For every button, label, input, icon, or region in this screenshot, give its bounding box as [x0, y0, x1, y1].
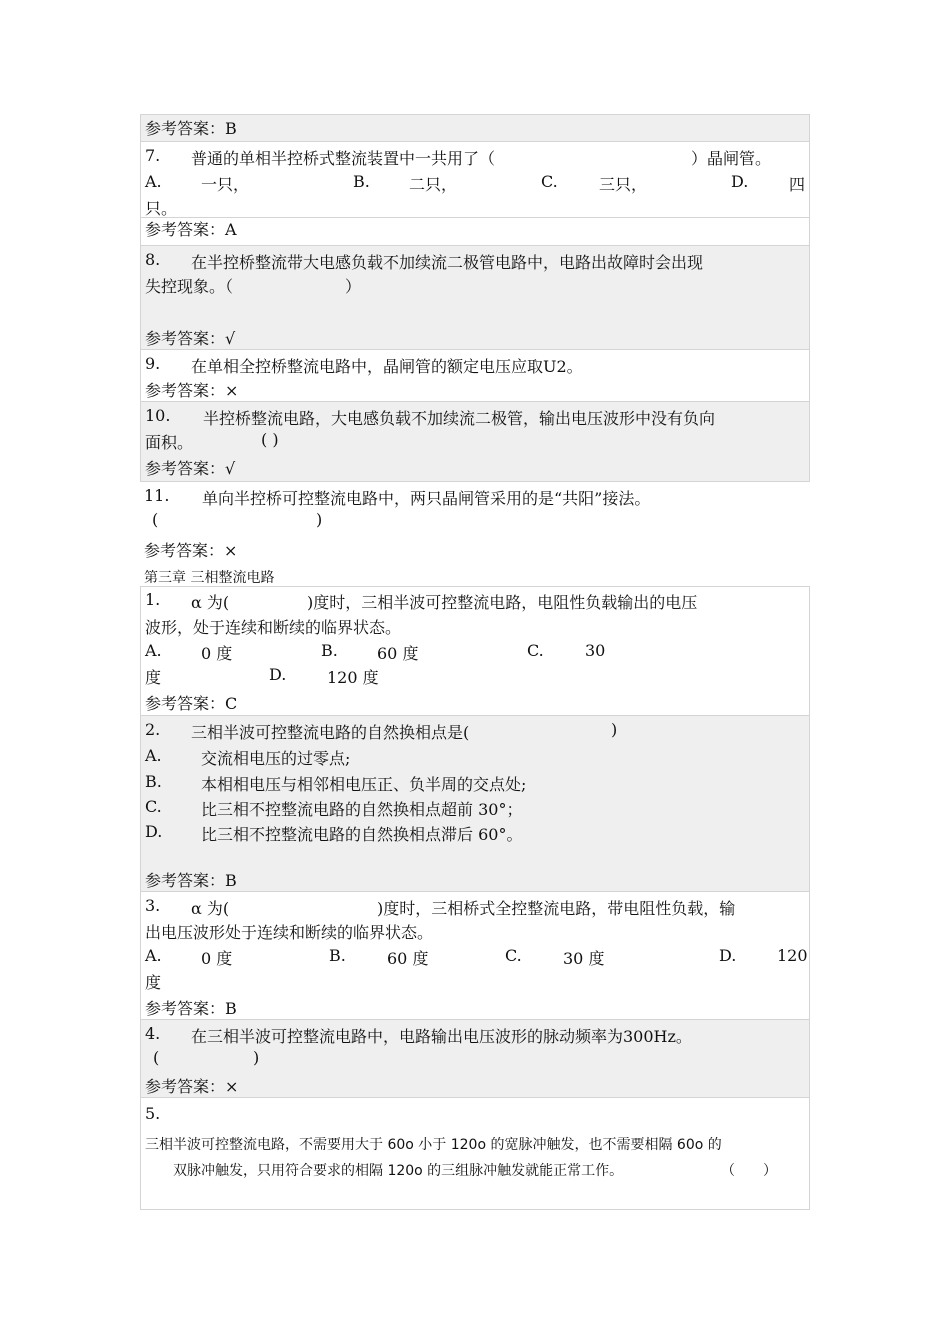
- option-d-text: 四: [789, 175, 806, 194]
- answer-blank-open: (: [153, 1048, 160, 1067]
- question-text: 在三相半波可控整流电路中，电路输出电压波形的脉动频率为300Hz。: [191, 1027, 692, 1046]
- option-a-text: 0 度: [201, 644, 233, 663]
- option-b-text: 本相相电压与相邻相电压正、负半周的交点处;: [201, 775, 527, 794]
- option-a-label: A.: [145, 746, 162, 765]
- question-8: [140, 246, 810, 350]
- option-c-text: 30: [585, 641, 606, 660]
- option-d-label: D.: [731, 172, 749, 191]
- chapter3-question-2: [140, 716, 810, 892]
- option-c-text: 比三相不控整流电路的自然换相点超前 30°；: [201, 800, 523, 819]
- question-text-b: )度时，三相半波可控整流电路，电阻性负载输出的电压: [307, 593, 698, 612]
- option-d-continued: 只。: [145, 199, 178, 218]
- document-page: [140, 114, 810, 1210]
- question-11: [140, 482, 810, 564]
- option-a-text: 交流相电压的过零点;: [201, 749, 351, 768]
- answer-blank-close: ）: [345, 277, 362, 296]
- answer-7: [140, 218, 810, 246]
- option-a-text: 0 度: [201, 949, 233, 968]
- question-number: 7.: [145, 146, 161, 165]
- option-b-label: B.: [145, 772, 162, 791]
- chapter3-question-5: [140, 1098, 810, 1210]
- option-b-label: B.: [321, 641, 338, 660]
- question-text: 半控桥整流电路，大电感负载不加续流二极管，输出电压波形中没有负向: [203, 409, 716, 428]
- option-a-label: A.: [145, 172, 162, 191]
- question-number: 8.: [145, 250, 161, 269]
- option-d-label: D.: [719, 946, 737, 965]
- question-9: [140, 350, 810, 402]
- option-b-label: B.: [353, 172, 370, 191]
- question-number: 2.: [145, 720, 161, 739]
- answer-blank-close: ): [611, 720, 618, 739]
- option-c-continued: 度: [145, 668, 162, 687]
- question-text-line2: 失控现象。（: [145, 277, 234, 296]
- option-b-text: 二只，: [409, 175, 458, 194]
- option-a-text: 一只，: [201, 175, 250, 194]
- option-a-label: A.: [145, 946, 162, 965]
- answer-text: 参考答案：×: [145, 1077, 239, 1096]
- chapter3-question-4: [140, 1020, 810, 1098]
- answer-text: 参考答案：B: [145, 999, 237, 1018]
- answer-blank: ( ): [261, 430, 279, 449]
- question-number: 11.: [144, 486, 170, 505]
- question-text-line2: 双脉冲触发，只用符合要求的相隔 120o 的三组脉冲触发就能正常工作。: [173, 1163, 624, 1179]
- answer-blank-close: ): [253, 1048, 260, 1067]
- answer-text: 参考答案：B: [145, 871, 237, 890]
- option-c-label: C.: [541, 172, 558, 191]
- answer-text: 参考答案：×: [145, 381, 239, 400]
- option-a-label: A.: [145, 641, 162, 660]
- question-text-line2: 面积。: [145, 433, 194, 452]
- answer-text: 参考答案：B: [145, 119, 237, 138]
- question-number: 5.: [145, 1104, 161, 1123]
- answer-text: 参考答案：C: [145, 694, 238, 713]
- answer-blank-open: (: [152, 510, 159, 529]
- option-c-label: C.: [145, 797, 162, 816]
- chapter-heading-block: [140, 564, 810, 586]
- question-7: [140, 142, 810, 218]
- answer-blank-close: ): [316, 510, 323, 529]
- option-d-label: D.: [269, 665, 287, 684]
- chapter3-question-3: [140, 892, 810, 1020]
- question-text-line2: 出电压波形处于连续和断续的临界状态。: [145, 923, 434, 942]
- option-d-continued: 度: [145, 973, 162, 992]
- question-number: 9.: [145, 354, 161, 373]
- prev-answer-block: [140, 114, 810, 142]
- answer-text: 参考答案：×: [144, 541, 238, 560]
- option-d-text: 120 度: [327, 668, 379, 687]
- chapter3-question-1: [140, 586, 810, 716]
- question-text-a: α 为(: [191, 899, 230, 918]
- answer-blank: （ ）: [721, 1163, 777, 1179]
- option-d-text: 120: [777, 946, 808, 965]
- question-text: 在单相全控桥整流电路中，晶闸管的额定电压应取U2。: [191, 357, 583, 376]
- option-b-label: B.: [329, 946, 346, 965]
- option-b-text: 60 度: [377, 644, 419, 663]
- option-c-label: C.: [527, 641, 544, 660]
- option-d-text: 比三相不控整流电路的自然换相点滞后 60°。: [201, 825, 523, 844]
- question-10: [140, 402, 810, 482]
- question-text-b: )度时，三相桥式全控整流电路，带电阻性负载，输: [377, 899, 736, 918]
- question-text-line1: 三相半波可控整流电路，不需要用大于 60o 小于 120o 的宽脉冲触发，也不需要相隔 60o 的: [145, 1137, 722, 1153]
- option-c-label: C.: [505, 946, 522, 965]
- question-text: 三相半波可控整流电路的自然换相点是(: [191, 723, 470, 742]
- question-text-end: ）晶闸管。: [691, 149, 772, 168]
- answer-text: 参考答案：√: [145, 459, 236, 478]
- question-number: 4.: [145, 1024, 161, 1043]
- option-c-text: 30 度: [563, 949, 605, 968]
- question-number: 1.: [145, 590, 161, 609]
- answer-text: 参考答案：A: [145, 220, 237, 239]
- option-c-text: 三只，: [599, 175, 648, 194]
- answer-text: 参考答案：√: [145, 329, 236, 348]
- question-text: 在半控桥整流带大电感负载不加续流二极管电路中，电路出故障时会出现: [191, 253, 704, 272]
- option-d-label: D.: [145, 822, 163, 841]
- option-b-text: 60 度: [387, 949, 429, 968]
- question-text: 普通的单相半控桥式整流装置中一共用了（: [191, 149, 496, 168]
- chapter-heading: 第三章 三相整流电路: [144, 570, 275, 586]
- question-number: 3.: [145, 896, 161, 915]
- question-text: 单向半控桥可控整流电路中，两只晶闸管采用的是“共阳”接法。: [202, 489, 651, 508]
- question-number: 10.: [145, 406, 171, 425]
- question-text-line2: 波形，处于连续和断续的临界状态。: [145, 618, 402, 637]
- question-text-a: α 为(: [191, 593, 230, 612]
